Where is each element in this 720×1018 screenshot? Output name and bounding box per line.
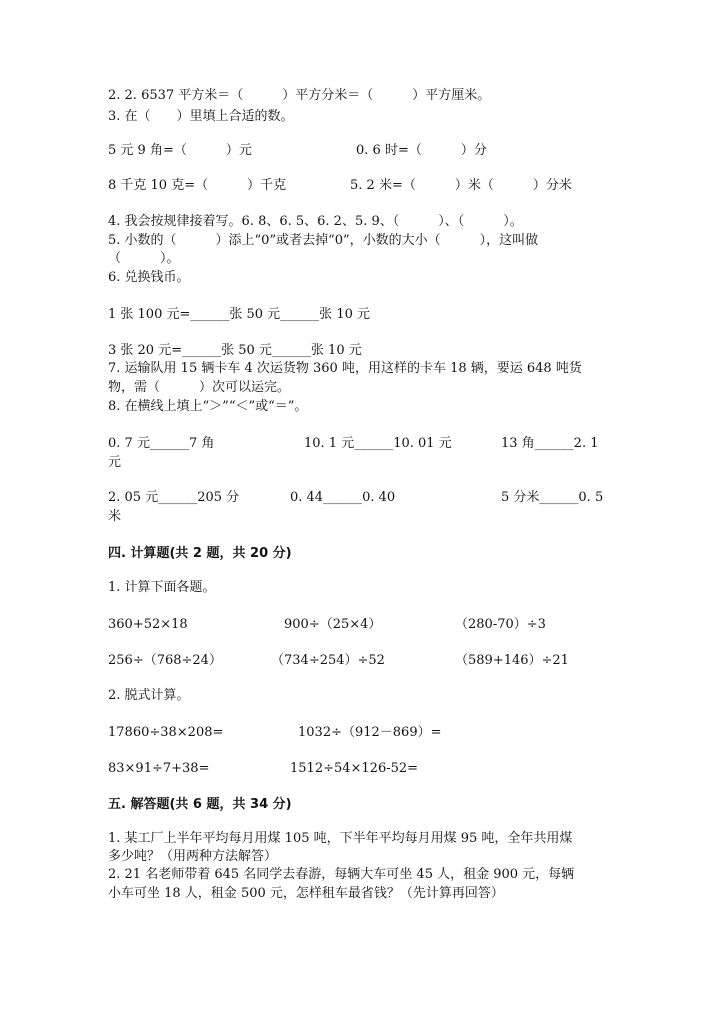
- section-4-question-2: 2. 脱式计算。: [108, 688, 190, 703]
- section-4-question-1: 1. 计算下面各题。: [108, 580, 216, 595]
- question-7-line-2: 物，需（ ）次可以运完。: [108, 380, 291, 395]
- step-calc-2: 1032÷（912－869）=: [298, 725, 442, 740]
- question-8-item-f-wrap: 米: [108, 509, 122, 524]
- question-3: 3. 在（ ）里填上合适的数。: [108, 109, 294, 124]
- question-8-item-c: 13 角______2. 1: [501, 436, 599, 451]
- calc-4: 256÷（768÷24）: [108, 653, 222, 668]
- question-8-item-d: 2. 05 元______205 分: [108, 490, 240, 505]
- question-3-item-b: 0. 6 时=（ ）分: [356, 143, 487, 158]
- calc-3: （280-70）÷3: [455, 617, 546, 632]
- question-5-line-1: 5. 小数的（ ）添上“0”或者去掉“0”，小数的大小（ ），这叫做: [108, 233, 539, 248]
- section-5-question-1-line-1: 1. 某工厂上半年平均每月用煤 105 吨，下半年平均每月用煤 95 吨，全年共用煤: [108, 831, 573, 846]
- question-3-item-a: 5 元 9 角=（ ）元: [108, 143, 252, 158]
- question-3-item-c: 8 千克 10 克=（ ）千克: [108, 178, 287, 193]
- calc-1: 360+52×18: [108, 617, 188, 632]
- question-6: 6. 兑换钱币。: [108, 270, 190, 285]
- section-5-question-2-line-2: 小车可坐 18 人，租金 500 元，怎样租车最省钱？（先计算再回答）: [108, 886, 504, 901]
- section-5-question-2-line-1: 2. 21 名老师带着 645 名同学去春游，每辆大车可坐 45 人，租金 900 元，每辆: [108, 867, 575, 882]
- question-6-item-b: 3 张 20 元=______张 50 元______张 10 元: [108, 343, 362, 358]
- question-2: 2. 2. 6537 平方米＝（ ）平方分米＝（ ）平方厘米。: [108, 88, 491, 103]
- calc-2: 900÷（25×4）: [284, 617, 382, 632]
- section-4-title: 四. 计算题(共 2 题，共 20 分): [108, 546, 292, 561]
- question-4: 4. 我会按规律接着写。6. 8、6. 5、6. 2、5. 9、（ ）、（ ）。: [108, 214, 523, 229]
- question-3-item-d: 5. 2 米=（ ）米（ ）分米: [350, 178, 572, 193]
- calc-5: （734÷254）÷52: [271, 653, 385, 668]
- question-8-item-a: 0. 7 元______7 角: [108, 436, 215, 451]
- question-8-item-c-wrap: 元: [108, 455, 122, 470]
- step-calc-4: 1512÷54×126-52=: [290, 761, 419, 776]
- question-8-item-e: 0. 44______0. 40: [290, 490, 396, 505]
- question-8-item-f: 5 分米______0. 5: [501, 490, 604, 505]
- question-6-item-a: 1 张 100 元=______张 50 元______张 10 元: [108, 307, 370, 322]
- question-5-line-2: （ ）。: [108, 251, 180, 266]
- step-calc-1: 17860÷38×208=: [108, 725, 224, 740]
- section-5-title: 五. 解答题(共 6 题，共 34 分): [108, 797, 292, 812]
- section-5-question-1-line-2: 多少吨？（用两种方法解答）: [108, 849, 278, 864]
- step-calc-3: 83×91÷7+38=: [108, 761, 210, 776]
- question-8: 8. 在横线上填上“＞”“＜”或“＝”。: [108, 399, 308, 414]
- question-8-item-b: 10. 1 元______10. 01 元: [304, 436, 452, 451]
- question-7-line-1: 7. 运输队用 15 辆卡车 4 次运货物 360 吨，用这样的卡车 18 辆，要运 648 吨货: [108, 361, 582, 376]
- calc-6: （589+146）÷21: [455, 653, 569, 668]
